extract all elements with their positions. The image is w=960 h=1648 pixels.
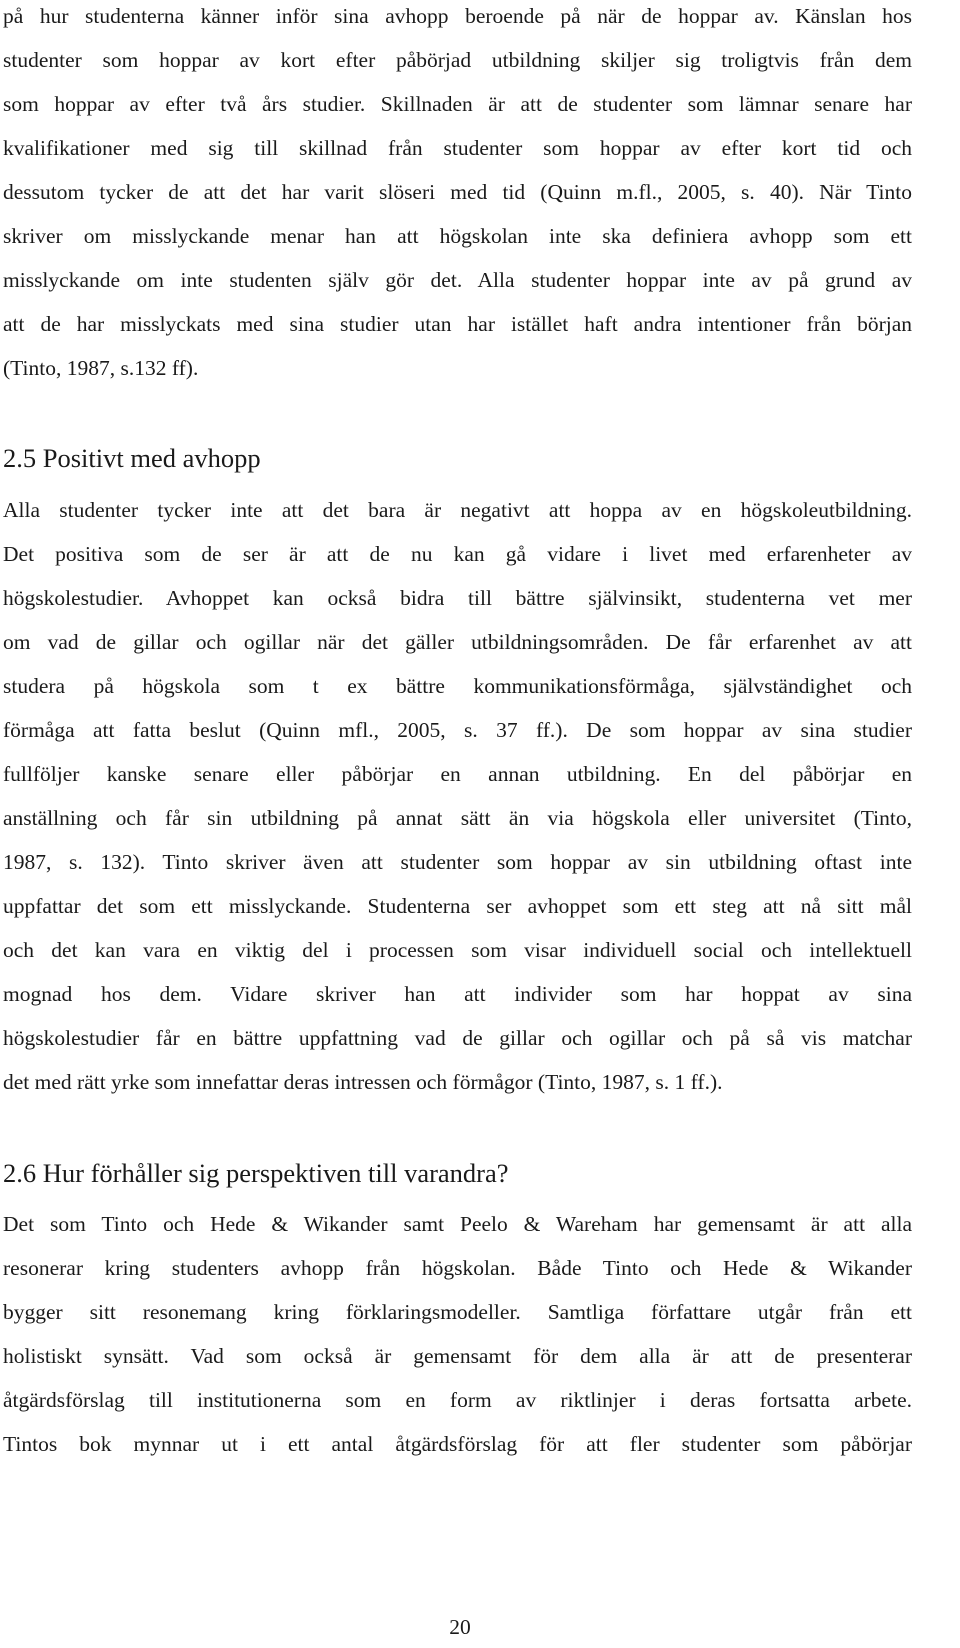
text-line: bygger sitt resonemang kring förklaringsmodeller. Samtliga författare utgår från ett xyxy=(3,1300,912,1324)
text-line: 1987, s. 132). Tinto skriver även att studenter som hoppar av sin utbildning oftast inte xyxy=(3,850,912,874)
text-line: att de har misslyckats med sina studier utan har istället haft andra intentioner från början xyxy=(3,312,912,336)
text-line: förmåga att fatta beslut (Quinn mfl., 2005, s. 37 ff.). De som hoppar av sina studier xyxy=(3,718,912,742)
text-line: anställning och får sin utbildning på annat sätt än via högskola eller universitet (Tinto, xyxy=(3,806,912,830)
text-line: dessutom tycker de att det har varit slöseri med tid (Quinn m.fl., 2005, s. 40). När Tinto xyxy=(3,180,912,204)
text-line: misslyckande om inte studenten själv gör det. Alla studenter hoppar inte av på grund av xyxy=(3,268,912,292)
text-line: och det kan vara en viktig del i processen som visar individuell social och intellektuell xyxy=(3,938,912,962)
text-line: mognad hos dem. Vidare skriver han att individer som har hoppat av sina xyxy=(3,982,912,1006)
text-line: det med rätt yrke som innefattar deras intressen och förmågor (Tinto, 1987, s. 1 ff.). xyxy=(3,1070,723,1094)
text-line: studera på högskola som t ex bättre kommunikationsförmåga, självständighet och xyxy=(3,674,912,698)
text-line: på hur studenterna känner inför sina avhopp beroende på när de hoppar av. Känslan hos xyxy=(3,4,912,28)
text-line: kvalifikationer med sig till skillnad från studenter som hoppar av efter kort tid och xyxy=(3,136,912,160)
text-line: (Tinto, 1987, s.132 ff). xyxy=(3,356,199,380)
text-line: fullföljer kanske senare eller påbörjar en annan utbildning. En del påbörjar en xyxy=(3,762,912,786)
text-line: högskolestudier. Avhoppet kan också bidra till bättre självinsikt, studenterna vet mer xyxy=(3,586,912,610)
text-line: om vad de gillar och ogillar när det gäller utbildningsområden. De får erfarenhet av att xyxy=(3,630,912,654)
text-line: Det positiva som de ser är att de nu kan gå vidare i livet med erfarenheter av xyxy=(3,542,912,566)
text-line: Tintos bok mynnar ut i ett antal åtgärdsförslag för att fler studenter som påbörjar xyxy=(3,1432,912,1456)
section-heading: 2.6 Hur förhåller sig perspektiven till varandra? xyxy=(3,1158,509,1188)
text-line: Alla studenter tycker inte att det bara är negativt att hoppa av en högskoleutbildning. xyxy=(3,498,912,522)
text-line: högskolestudier får en bättre uppfattning vad de gillar och ogillar och på så vis matchar xyxy=(3,1026,912,1050)
text-line: holistiskt synsätt. Vad som också är gemensamt för dem alla är att de presenterar xyxy=(3,1344,912,1368)
text-line: studenter som hoppar av kort efter påbörjad utbildning skiljer sig troligtvis från dem xyxy=(3,48,912,72)
text-line: uppfattar det som ett misslyckande. Studenterna ser avhoppet som ett steg att nå sitt mål xyxy=(3,894,912,918)
text-line: som hoppar av efter två års studier. Skillnaden är att de studenter som lämnar senare har xyxy=(3,92,912,116)
page-number: 20 xyxy=(449,1615,471,1639)
text-line: resonerar kring studenters avhopp från högskolan. Både Tinto och Hede & Wikander xyxy=(3,1256,912,1280)
section-heading: 2.5 Positivt med avhopp xyxy=(3,443,261,473)
text-line: Det som Tinto och Hede & Wikander samt Peelo & Wareham har gemensamt är att alla xyxy=(3,1212,912,1236)
text-line: skriver om misslyckande menar han att högskolan inte ska definiera avhopp som ett xyxy=(3,224,912,248)
text-line: åtgärdsförslag till institutionerna som en form av riktlinjer i deras fortsatta arbete. xyxy=(3,1388,912,1412)
